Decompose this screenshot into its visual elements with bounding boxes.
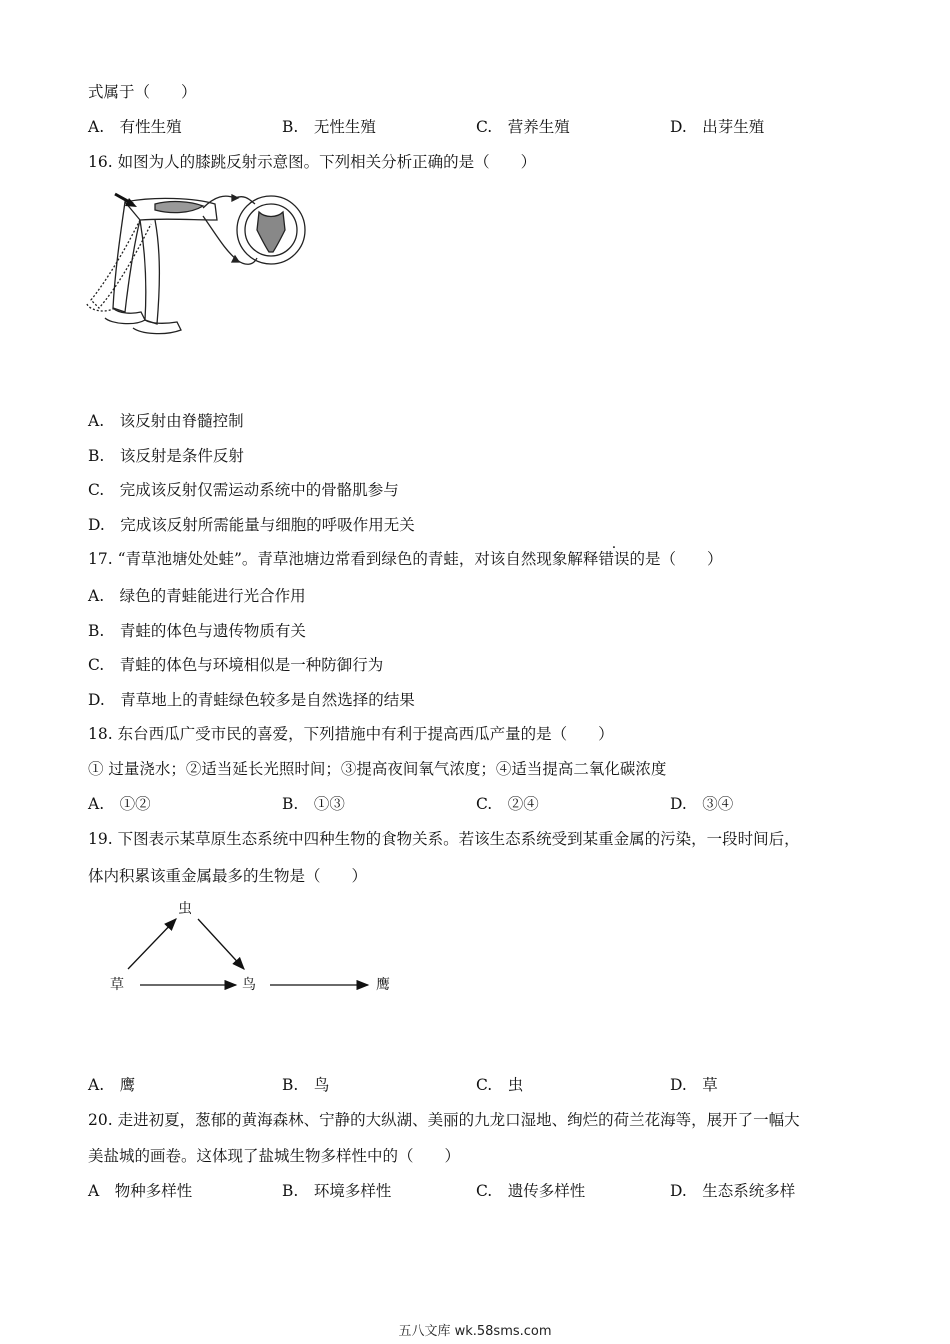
q17-emphasis: 错误 [598, 550, 630, 568]
q18-measures: ① 过量浇水；②适当延长光照时间；③提高夜间氧气浓度；④适当提高二氧化碳浓度 [88, 760, 667, 778]
q15-option-d: D. 出芽生殖 [670, 118, 765, 136]
q17-stem-after: 的是（ ） [629, 550, 723, 568]
q15-option-c: C. 营养生殖 [476, 118, 570, 136]
q20-stem-line1: 20. 走进初夏，葱郁的黄海森林、宁静的大纵湖、美丽的九龙口湿地、绚烂的荷兰花海等，展开了一幅大 [88, 1111, 800, 1129]
q19-stem-line2: 体内积累该重金属最多的生物是（ ） [88, 867, 368, 885]
q19-option-d: D. 草 [670, 1076, 718, 1094]
q16-option-a: A. 该反射由脊髓控制 [88, 412, 244, 430]
q15-stem-tail: 式属于（ ） [88, 83, 197, 101]
q18-stem: 18. 东台西瓜广受市民的喜爱，下列措施中有利于提高西瓜产量的是（ ） [88, 725, 614, 743]
food-web-diagram [100, 895, 400, 1005]
q17-option-b: B. 青蛙的体色与遗传物质有关 [88, 622, 306, 640]
q19-option-c: C. 虫 [476, 1076, 524, 1094]
food-web-hawk: 鹰 [376, 977, 390, 993]
q15-option-b: B. 无性生殖 [282, 118, 376, 136]
q20-option-b: B. 环境多样性 [282, 1182, 392, 1200]
q16-option-c: C. 完成该反射仅需运动系统中的骨骼肌参与 [88, 481, 399, 499]
q19-option-a: A. 鹰 [88, 1076, 136, 1094]
q19-option-b: B. 鸟 [282, 1076, 330, 1094]
arrow-insect-to-bird [198, 919, 244, 969]
page-footer: 五八文库 wk.58sms.com [398, 1324, 552, 1339]
q18-option-d: D. ③④ [670, 795, 734, 813]
q20-option-c: C. 遗传多样性 [476, 1182, 586, 1200]
q17-option-c: C. 青蛙的体色与环境相似是一种防御行为 [88, 656, 384, 674]
q18-option-b: B. ①③ [282, 795, 345, 813]
q17-option-a: A. 绿色的青蛙能进行光合作用 [88, 587, 306, 605]
q16-option-b: B. 该反射是条件反射 [88, 447, 244, 465]
knee-jerk-reflex-diagram [85, 190, 315, 350]
food-web-bird: 鸟 [242, 977, 256, 993]
q20-option-a: A 物种多样性 [88, 1182, 193, 1200]
q20-stem-line2: 美盐城的画卷。这体现了盐城生物多样性中的（ ） [88, 1147, 461, 1165]
q20-option-d: D. 生态系统多样 [670, 1182, 796, 1200]
q16-option-d: D. 完成该反射所需能量与细胞的呼吸作用无关 [88, 516, 415, 534]
arrow-grass-to-insect [128, 919, 176, 969]
q15-option-a: A. 有性生殖 [88, 118, 182, 136]
q19-stem-line1: 19. 下图表示某草原生态系统中四种生物的食物关系。若该生态系统受到某重金属的污染，一段时间后， [88, 830, 800, 848]
q18-option-c: C. ②④ [476, 795, 539, 813]
q18-option-a: A. ①② [88, 795, 151, 813]
q17-option-d: D. 青草地上的青蛙绿色较多是自然选择的结果 [88, 691, 415, 709]
q16-stem: 16. 如图为人的膝跳反射示意图。下列相关分析正确的是（ ） [88, 153, 537, 171]
q17-stem [88, 549, 722, 569]
q17-stem-before: 17. “青草池塘处处蛙”。青草池塘边常看到绿色的青蛙，对该自然现象解释 [88, 550, 599, 568]
food-web-insect: 虫 [178, 901, 192, 917]
food-web-grass: 草 [110, 977, 124, 993]
